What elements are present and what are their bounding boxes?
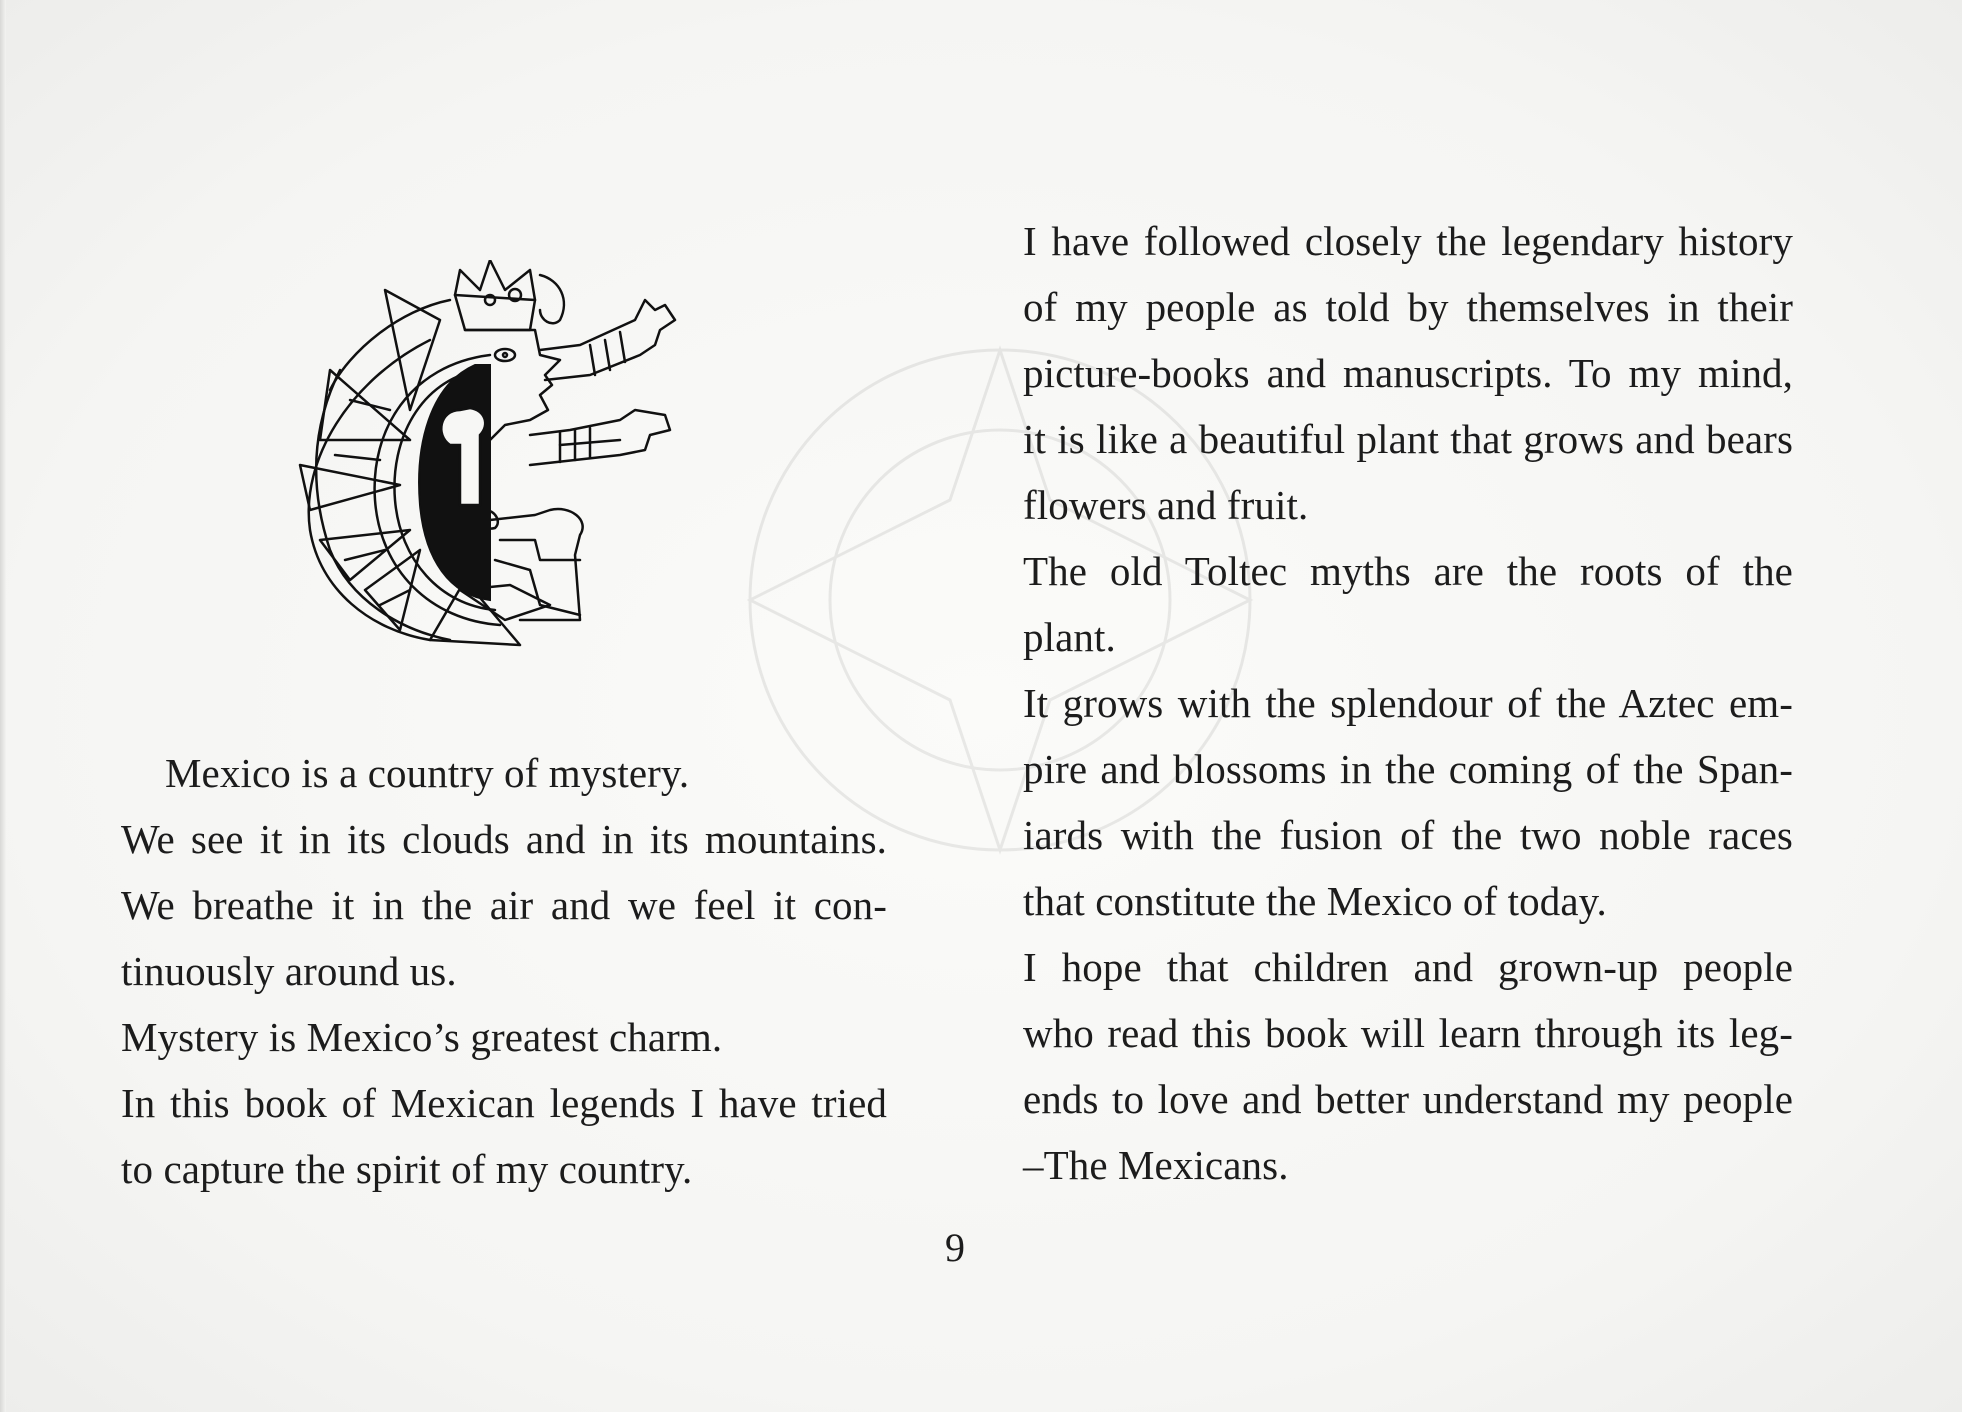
text-line: picture-books and manuscripts. To my mind, xyxy=(1023,350,1793,396)
text-line: ends to love and better understand my people xyxy=(1023,1076,1793,1122)
text-line: We breathe it in the air and we feel it con- xyxy=(121,882,887,928)
text-line: flowers and fruit. xyxy=(1023,482,1309,528)
aztec-warrior-shield-illustration xyxy=(290,260,740,660)
text-line: of my people as told by themselves in their xyxy=(1023,284,1793,330)
text-line: iards with the fusion of the two noble races xyxy=(1023,812,1793,858)
text-line: I hope that children and grown-up people xyxy=(1023,944,1793,990)
text-line: In this book of Mexican legends I have tried xyxy=(121,1080,887,1126)
text-line: –The Mexicans. xyxy=(1023,1142,1289,1188)
text-line: It grows with the splendour of the Aztec em- xyxy=(1023,680,1793,726)
text-line: Mexico is a country of mystery. xyxy=(165,750,690,796)
text-line: Mystery is Mexico’s greatest charm. xyxy=(121,1014,723,1060)
text-line: We see it in its clouds and in its mountains. xyxy=(121,816,887,862)
text-line: tinuously around us. xyxy=(121,948,457,994)
text-line: it is like a beautiful plant that grows and bears xyxy=(1023,416,1793,462)
text-line: who read this book will learn through its leg- xyxy=(1023,1010,1793,1056)
text-line: The old Toltec myths are the roots of the xyxy=(1023,548,1793,594)
text-line: plant. xyxy=(1023,614,1116,660)
page-edge-shadow xyxy=(0,0,6,1412)
text-line: that constitute the Mexico of today. xyxy=(1023,878,1607,924)
text-line: I have followed closely the legendary history xyxy=(1023,218,1793,264)
text-line: to capture the spirit of my country. xyxy=(121,1146,693,1192)
text-line: pire and blossoms in the coming of the Span- xyxy=(1023,746,1793,792)
page-number: 9 xyxy=(945,1225,965,1270)
